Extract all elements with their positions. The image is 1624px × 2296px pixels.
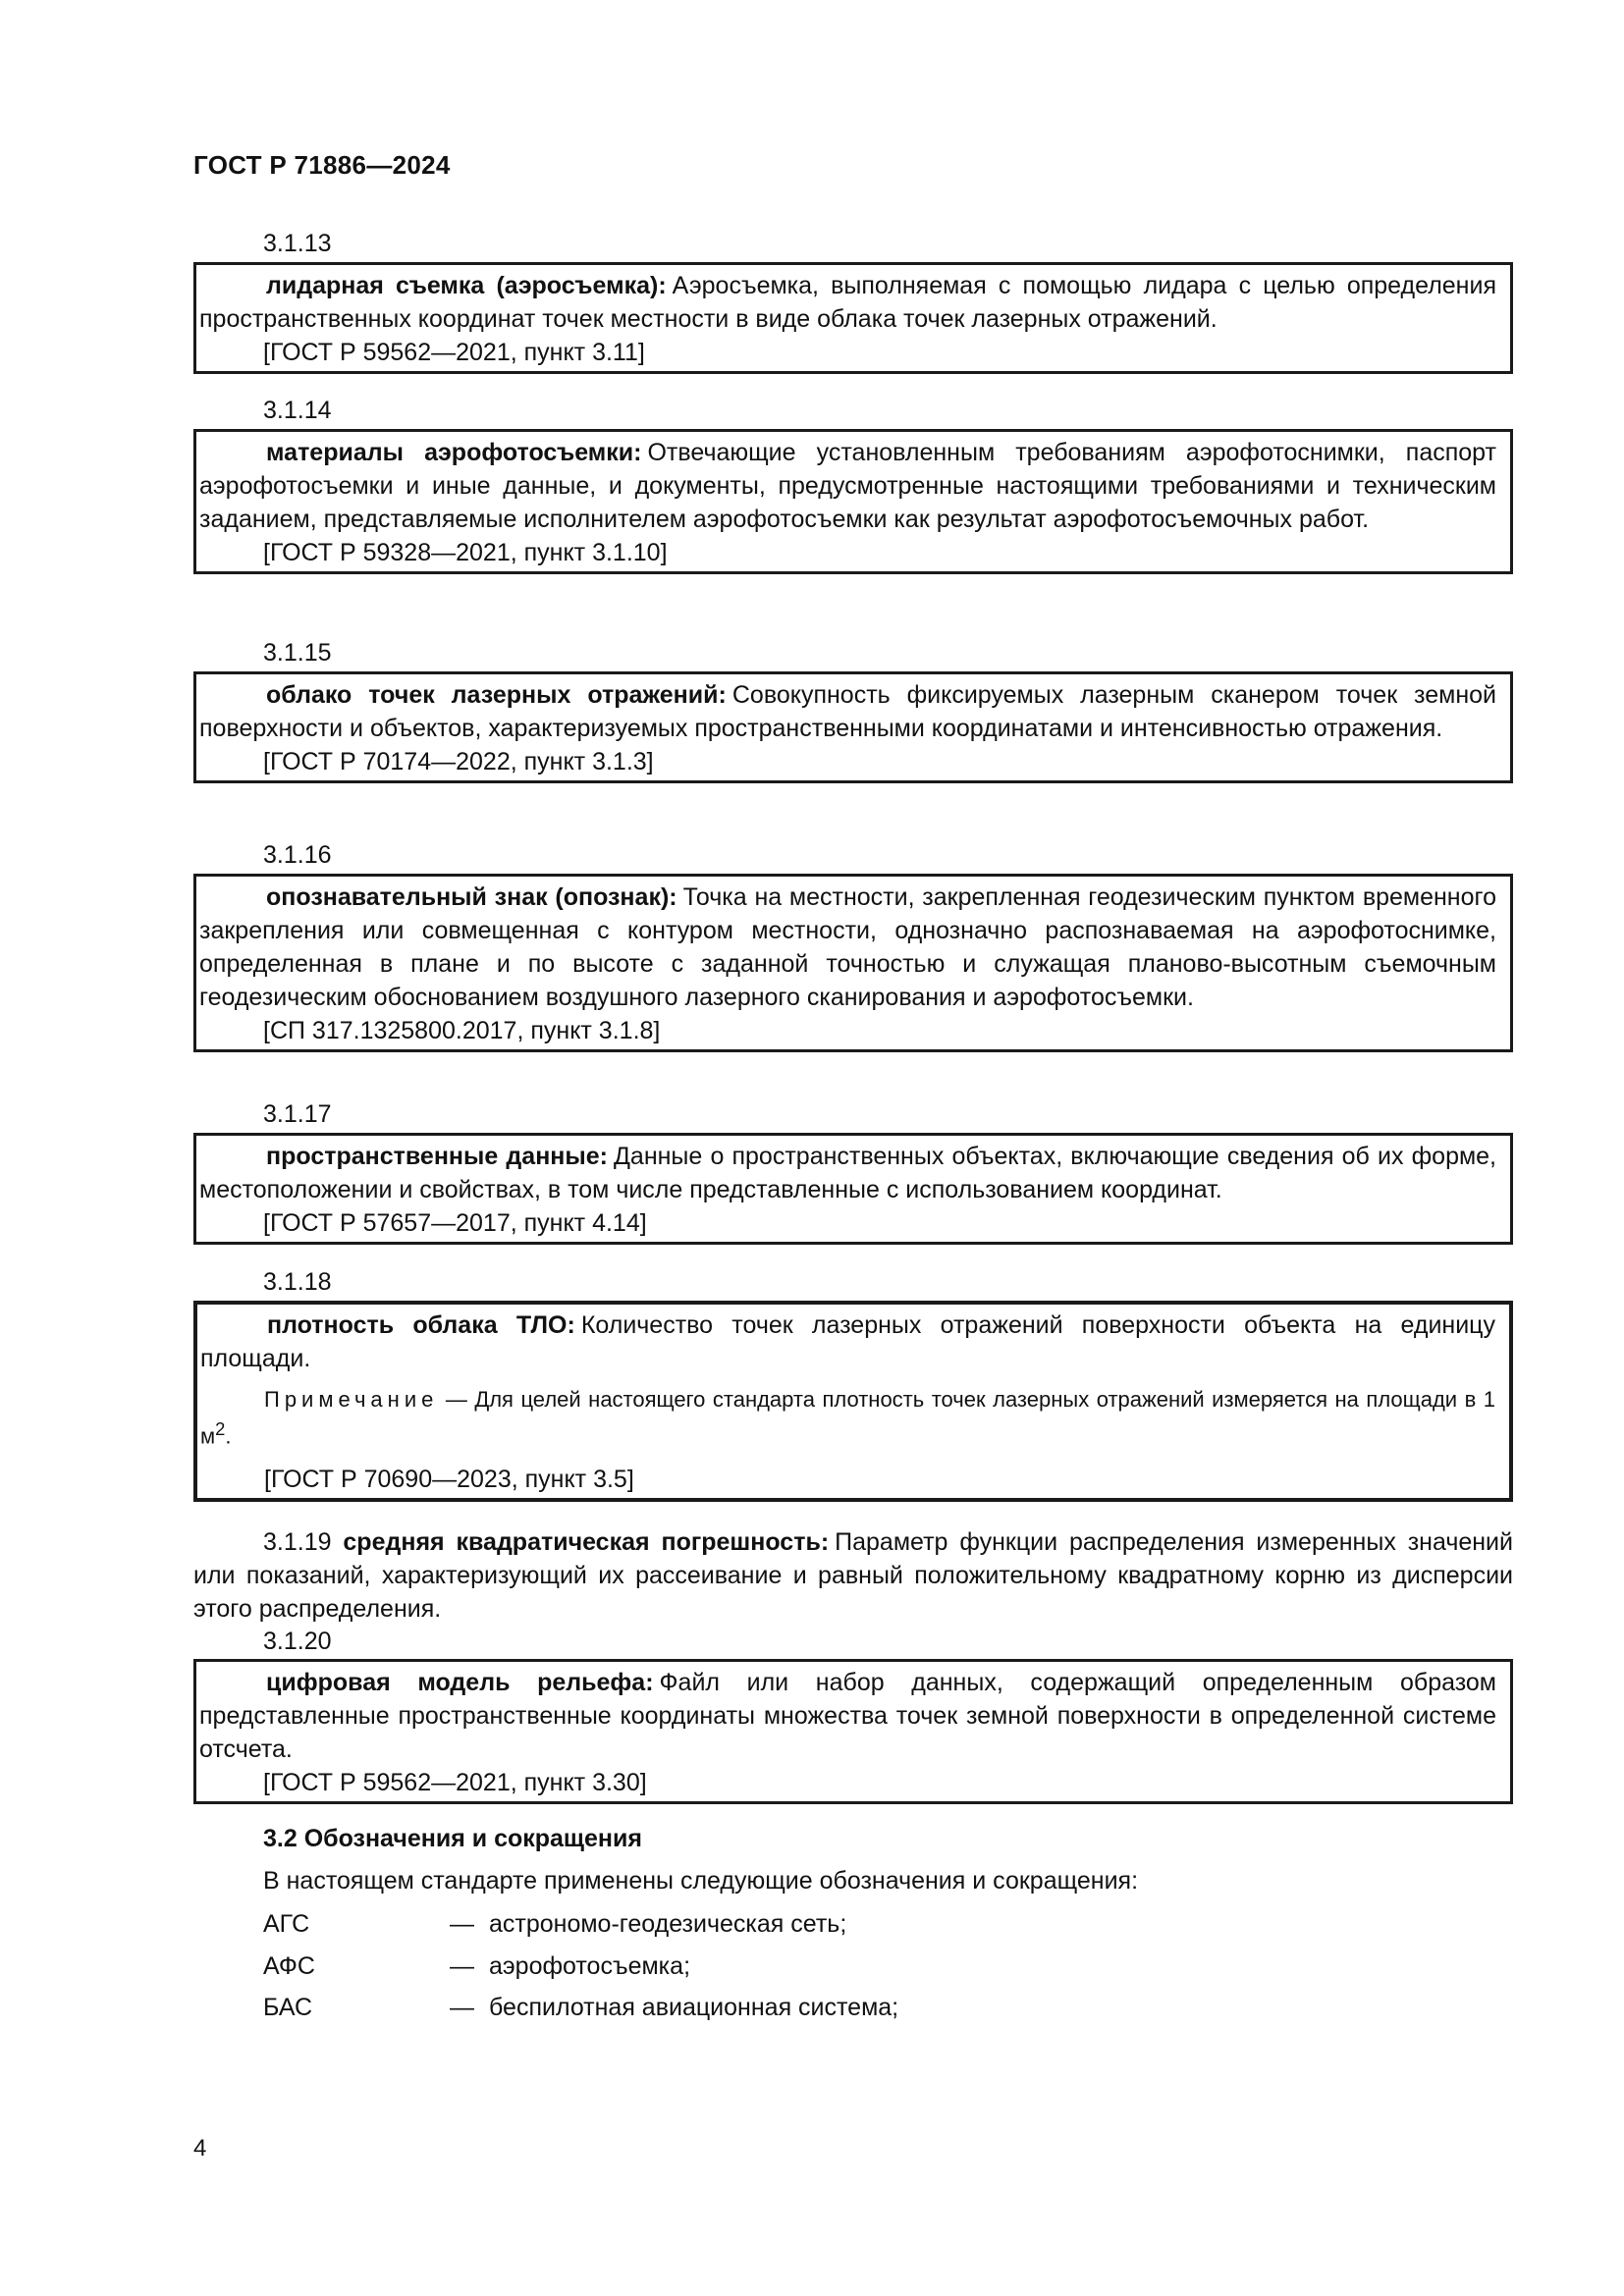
term: плотность облака ТЛО: (267, 1311, 575, 1339)
definition: Отвечающие установленным требованиям аэрофотоснимки, паспорт аэрофотосъемки и иные данные, и документы, предусмотренные настоящими требованиями и техническим заданием, представляемые исполнителем аэрофотосъемки как результат аэрофотосъемочных работ. (199, 439, 1496, 533)
definition: Параметр функции распределения измеренных значений или показаний, характеризующий их рассеивание и равный положительному квадратному корню из дисперсии этого распределения. (193, 1528, 1513, 1623)
section-title: 3.2 Обозначения и сокращения (263, 1825, 642, 1852)
note-label: Примечание (264, 1387, 439, 1412)
abbreviation-code: АГС (263, 1910, 310, 1938)
entry-number: 3.1.20 (263, 1628, 332, 1655)
entry-number: 3.1.15 (263, 639, 332, 667)
definition-plain (193, 1525, 1513, 1626)
abbreviation-row (263, 1991, 1441, 2024)
source-reference: [ГОСТ Р 57657—2017, пункт 4.14] (263, 1209, 647, 1237)
definition-box (193, 671, 1513, 783)
abbreviation-row (263, 1907, 1441, 1941)
definition: Данные о пространственных объектах, включающие сведения об их форме, местоположении и свойствах, в том числе представленные с использованием координат. (199, 1143, 1497, 1203)
term: материалы аэрофотосъемки: (266, 439, 642, 466)
abbreviation-desc: аэрофотосъемка; (489, 1952, 691, 1980)
entry-number: 3.1.14 (263, 397, 332, 424)
note-end: . (225, 1423, 232, 1449)
entry-number: 3.1.17 (263, 1100, 332, 1128)
definition-text (199, 881, 1510, 1014)
entry-number: 3.1.13 (263, 230, 332, 257)
term: цифровая модель рельефа: (266, 1669, 654, 1696)
term: средняя квадратическая погрешность: (343, 1528, 830, 1556)
abbreviation-code: АФС (263, 1952, 315, 1980)
definition-text (199, 1140, 1510, 1206)
definition: Совокупность фиксируемых лазерным сканером точек земной поверхности и объектов, характеризуемых пространственными координатами и интенсивностью отражения. (199, 681, 1497, 742)
term: облако точек лазерных отражений: (266, 681, 727, 709)
definition-box (193, 1301, 1513, 1502)
definition-text (199, 269, 1510, 336)
term: опознавательный знак (опознак): (266, 883, 677, 911)
source-reference: [ГОСТ Р 70174—2022, пункт 3.1.3] (263, 748, 654, 775)
source-reference: [ГОСТ Р 70690—2023, пункт 3.5] (264, 1466, 634, 1494)
entry-number: 3.1.19 (263, 1528, 332, 1556)
definition-text (199, 678, 1510, 745)
entry-number: 3.1.18 (263, 1268, 332, 1296)
entry-number: 3.1.16 (263, 841, 332, 869)
abbreviation-dash: — (450, 1910, 474, 1938)
definition-text (199, 1666, 1510, 1766)
definition-text (199, 436, 1510, 536)
abbreviation-row (263, 1949, 1441, 1983)
definition-box (193, 874, 1513, 1052)
definition-box (193, 1133, 1513, 1245)
definition: Количество точек лазерных отражений поверхности объекта на единицу площади. (200, 1311, 1495, 1372)
definition-box (193, 262, 1513, 374)
page-number: 4 (193, 2135, 207, 2162)
definition-box (193, 1659, 1513, 1804)
definition-text (200, 1308, 1509, 1375)
abbreviation-desc: беспилотная авиационная система; (489, 1994, 899, 2021)
abbreviation-code: БАС (263, 1994, 313, 2021)
definition-text (193, 1525, 1513, 1626)
source-reference: [ГОСТ Р 59562—2021, пункт 3.11] (263, 339, 645, 366)
source-reference: [ГОСТ Р 59328—2021, пункт 3.1.10] (263, 539, 668, 566)
abbreviation-dash: — (450, 1994, 474, 2021)
term: пространственные данные: (266, 1143, 608, 1170)
note-text: — Для целей настоящего стандарта плотность точек лазерных отражений измеряется на площади в 1 м (200, 1387, 1495, 1449)
note-superscript: 2 (215, 1418, 226, 1439)
section-intro: В настоящем стандарте применены следующие обозначения и сокращения: (263, 1867, 1139, 1895)
definition: Точка на местности, закрепленная геодезическим пунктом временного закрепления или совмещенная с контуром местности, однозначно распознаваемая на аэрофотоснимке, определенная в плане и по высоте с заданной точностью и служащая планово-высотным съемочным геодезическим обоснованием воздушного лазерного сканирования и аэрофотосъемки. (199, 883, 1496, 1011)
definition-box (193, 429, 1513, 574)
abbreviation-dash: — (450, 1952, 474, 1980)
note (197, 1385, 1509, 1451)
definition: Аэросъемка, выполняемая с помощью лидара с целью определения пространственных координат точек местности в виде облака точек лазерных отражений. (199, 272, 1496, 333)
term: лидарная съемка (аэросъемка): (266, 272, 667, 299)
definition: Файл или набор данных, содержащий определенным образом представленные пространственные координаты множества точек земной поверхности в определенной системе отсчета. (199, 1669, 1496, 1763)
source-reference: [СП 317.1325800.2017, пункт 3.1.8] (263, 1017, 661, 1044)
abbreviation-desc: астрономо-геодезическая сеть; (489, 1910, 847, 1938)
document-header: ГОСТ Р 71886—2024 (193, 150, 451, 180)
source-reference: [ГОСТ Р 59562—2021, пункт 3.30] (263, 1769, 647, 1796)
